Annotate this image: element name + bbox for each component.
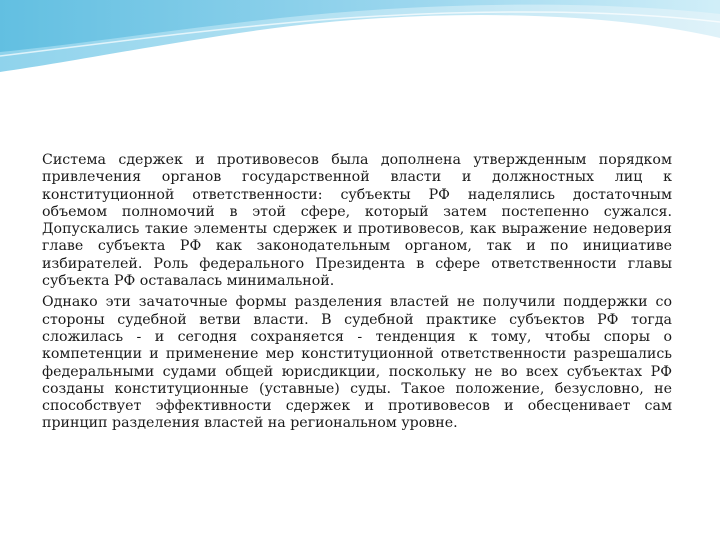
header-wave-decoration	[0, 0, 720, 90]
paragraph-1: Система сдержек и противовесов была дополнена утвержденным порядком привлечения органов государственной власти и должностных лиц к конституционной ответственности: субъекты РФ наделялись достаточным объемом полномочий в этой сфере, который затем постепенно сужался. Допускались такие элементы сдержек и противовесов, как выражение недоверия главе субъекта РФ как законодательным органом, так и по инициативе избирателей. Роль федерального Президента в сфере ответственности главы субъекта РФ оставалась минимальной.	[42, 152, 672, 290]
slide-text-body	[42, 152, 672, 433]
paragraph-2: Однако эти зачаточные формы разделения властей не получили поддержки со стороны судебной ветви власти. В судебной практике субъектов РФ тогда сложилась - и сегодня сохраняется - тенденция к тому, чтобы споры о компетенции и применение мер конституционной ответственности разрешались федеральными судами общей юрисдикции, поскольку не во всех субъектах РФ созданы конституционные (уставные) суды. Такое положение, безусловно, не способствует эффективности сдержек и противовесов и обесценивает сам принцип разделения властей на региональном уровне.	[42, 294, 672, 432]
